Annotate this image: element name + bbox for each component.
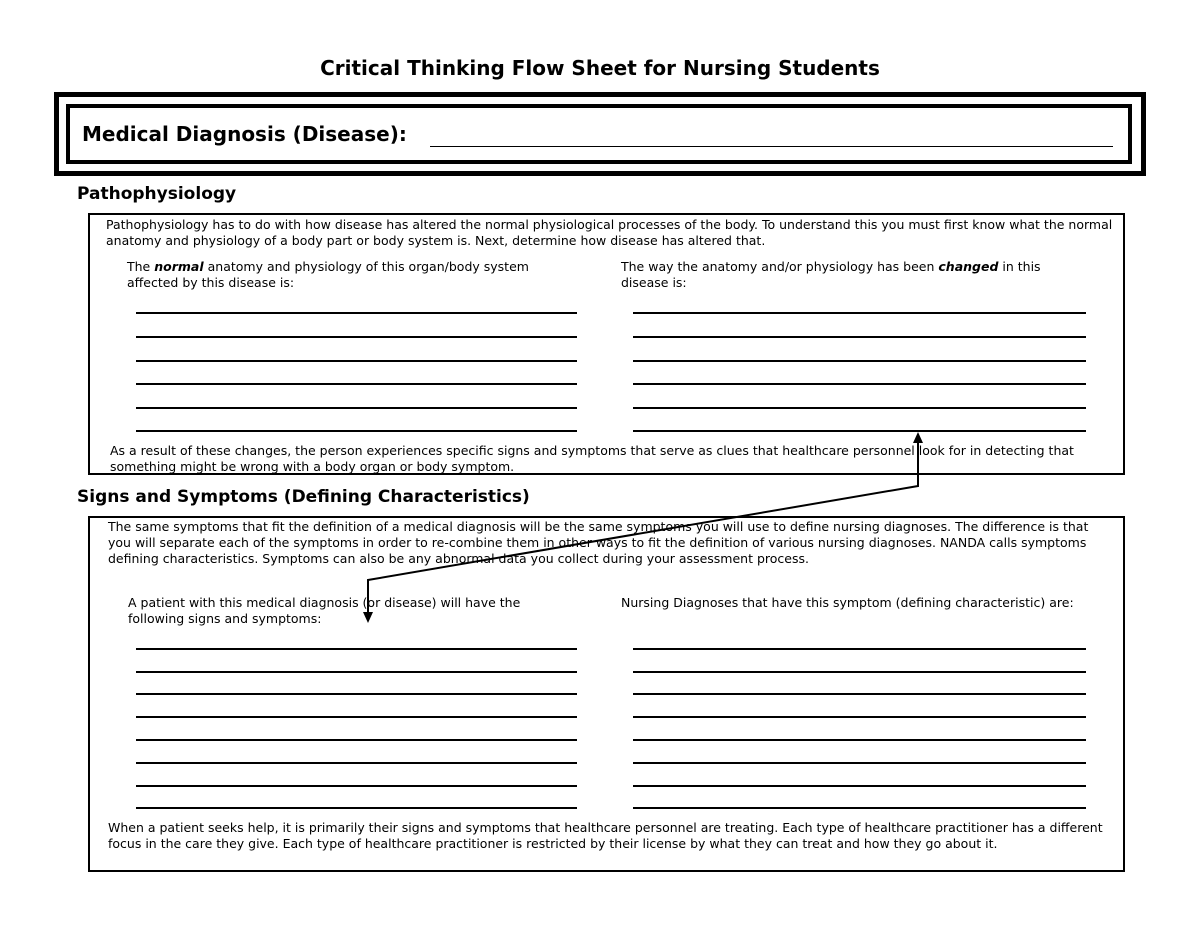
answer-line[interactable] <box>633 671 1086 673</box>
answer-line[interactable] <box>633 336 1086 338</box>
answer-line[interactable] <box>633 693 1086 695</box>
answer-line[interactable] <box>136 762 577 764</box>
answer-line[interactable] <box>136 807 577 809</box>
answer-line[interactable] <box>136 336 577 338</box>
pathophysiology-box <box>88 213 1125 475</box>
answer-line[interactable] <box>136 383 577 385</box>
answer-line[interactable] <box>633 312 1086 314</box>
answer-line[interactable] <box>633 648 1086 650</box>
changed-anatomy-heading <box>621 259 1091 291</box>
pathophysiology-intro: Pathophysiology has to do with how disease has altered the normal physiological processes of the body. To understand this you must first know what the normal anatomy and physiology of a body part or body system is. Next, determine how disease has altered that. <box>106 217 1113 248</box>
answer-line[interactable] <box>633 430 1086 432</box>
answer-line[interactable] <box>136 671 577 673</box>
signs-symptoms-intro: The same symptoms that fit the definition of a medical diagnosis will be the same symptoms you will use to define nursing diagnoses. The difference is that you will separate each of the symptoms in order to re-combine them in other ways to fit the definition of various nursing diagnoses. NANDA calls symptoms defining characteristics. Symptoms can also be any abnormal data you collect during your assessment process. <box>108 519 1089 566</box>
answer-line[interactable] <box>633 716 1086 718</box>
answer-line[interactable] <box>633 383 1086 385</box>
signs-symptoms-heading: Signs and Symptoms (Defining Characteristics) <box>77 487 530 507</box>
normal-heading-emphasis: normal <box>154 259 204 274</box>
answer-line[interactable] <box>136 693 577 695</box>
changed-heading-prefix: The way the anatomy and/or physiology has been <box>621 259 939 274</box>
answer-line[interactable] <box>633 785 1086 787</box>
pathophysiology-heading: Pathophysiology <box>77 184 237 204</box>
nursing-diagnoses-heading: Nursing Diagnoses that have this symptom (defining characteristic) are: <box>621 595 1074 610</box>
answer-line[interactable] <box>136 648 577 650</box>
answer-line[interactable] <box>136 360 577 362</box>
patient-signs-heading: A patient with this medical diagnosis (or disease) will have the following signs and symptoms: <box>128 595 521 626</box>
answer-line[interactable] <box>633 807 1086 809</box>
normal-anatomy-heading <box>127 259 577 291</box>
answer-line[interactable] <box>136 785 577 787</box>
normal-heading-suffix: anatomy and physiology of this organ/body system affected by this disease is: <box>127 259 529 290</box>
answer-line[interactable] <box>633 762 1086 764</box>
answer-line[interactable] <box>136 716 577 718</box>
normal-heading-prefix: The <box>127 259 155 274</box>
diagnosis-label: Medical Diagnosis (Disease): <box>82 122 407 146</box>
answer-line[interactable] <box>136 312 577 314</box>
answer-line[interactable] <box>136 739 577 741</box>
answer-line[interactable] <box>136 407 577 409</box>
answer-line[interactable] <box>633 360 1086 362</box>
changed-heading-suffix: in this disease is: <box>621 259 1041 290</box>
diagnosis-answer-line[interactable] <box>430 146 1113 147</box>
answer-line[interactable] <box>136 430 577 432</box>
signs-symptoms-footer: When a patient seeks help, it is primarily their signs and symptoms that healthcare personnel are treating. Each type of healthcare practitioner has a different focus in the care they give. Each type of healthcare practitioner is restricted by their license by what they can treat and how they go about it. <box>108 820 1103 851</box>
changed-heading-emphasis: changed <box>938 259 999 274</box>
pathophysiology-footer: As a result of these changes, the person experiences specific signs and symptoms that serve as clues that healthcare personnel look for in detecting that something might be wrong with a body organ or body symptom. <box>110 443 1074 474</box>
answer-line[interactable] <box>633 739 1086 741</box>
answer-line[interactable] <box>633 407 1086 409</box>
page-title: Critical Thinking Flow Sheet for Nursing Students <box>320 56 880 80</box>
